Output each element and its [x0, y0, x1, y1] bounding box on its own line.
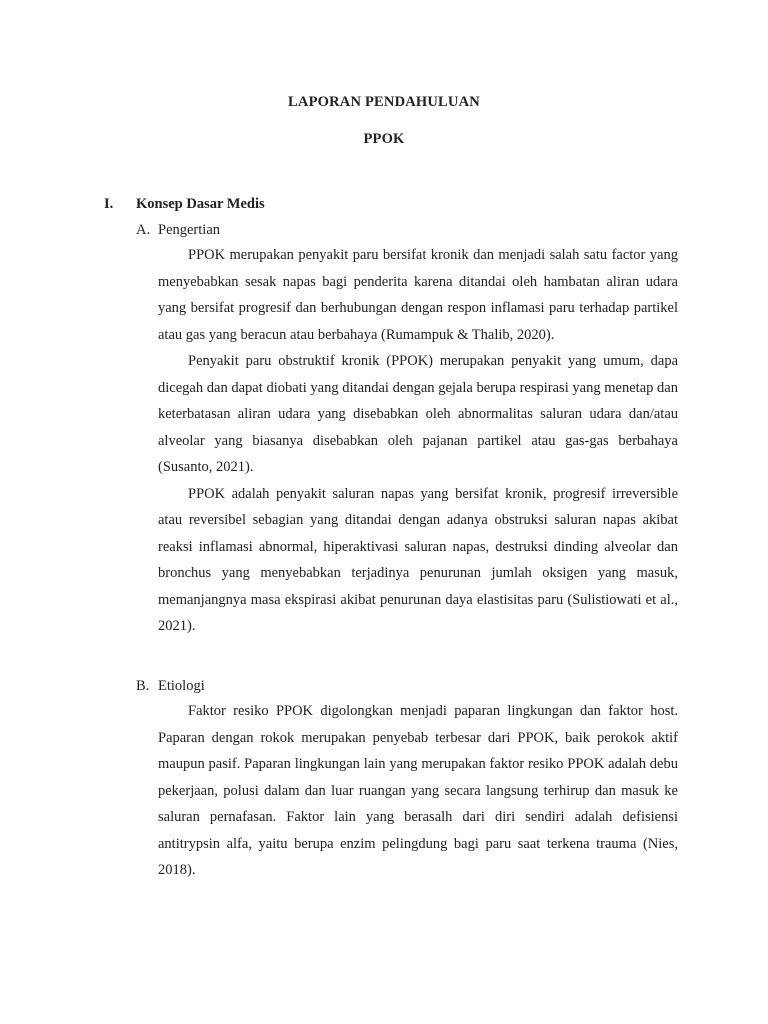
paragraph: Penyakit paru obstruktif kronik (PPOK) merupakan penyakit yang umum, dapa dicegah dan dapat diobati yang ditandai dengan gejala berupa respirasi yang menetap dan keterbatasan aliran udara yang disebabkan oleh abnormalitas saluran udara dan/atau alveolar yang biasanya disebabkan oleh pajanan partikel atau gas-gas berbahaya (Susanto, 2021). [158, 353, 678, 475]
section-heading [104, 194, 265, 214]
subsection-a-letter: A. [136, 222, 151, 238]
paragraph: Faktor resiko PPOK digolongkan menjadi paparan lingkungan dan faktor host. Paparan dengan rokok merupakan penyebab terbesar dari PPOK, baik perokok aktif maupun pasif. Paparan lingkungan lain yang merupakan faktor resiko PPOK adalah debu pekerjaan, polusi dalam dan luar ruangan yang secara langsung terhirup dan masuk ke saluran pernafasan. Faktor lain yang berasalh dari diri sendiri adalah defisiensi antitrypsin alfa, yaitu berupa enzim pelingdung bagi paru saat terkena trauma (Nies, 2018). [158, 703, 678, 878]
paragraph: PPOK adalah penyakit saluran napas yang bersifat kronik, progresif irreversible atau reversibel sebagian yang ditandai dengan adanya obstruksi saluran napas akibat reaksi inflamasi abnormal, hiperaktivasi saluran napas, destruksi dinding alveolar dan bronchus yang menyebabkan terjadinya penurunan jumlah oksigen yang masuk, memanjangnya masa ekspirasi akibat penurunan daya elastisitas paru (Sulistiowati et al., 2021). [158, 485, 678, 634]
subsection-a-body [158, 242, 678, 640]
document-subtitle: PPOK [363, 131, 405, 147]
title-block [0, 92, 768, 149]
document-title: LAPORAN PENDAHULUAN [288, 94, 480, 110]
subsection-b-letter: B. [136, 678, 150, 694]
section-title: Konsep Dasar Medis [136, 196, 265, 212]
paragraph: PPOK merupakan penyakit paru bersifat kronik dan menjadi salah satu factor yang menyebabkan sesak napas bagi penderita karena ditandai oleh hambatan aliran udara yang bersifat progresif dan berhubungan dengan respon inflamasi paru terhadap partikel atau gas yang beracun atau berbahaya (Rumampuk & Thalib, 2020). [158, 247, 678, 343]
subsection-b-body [158, 698, 678, 884]
subsection-b-heading [136, 676, 205, 696]
subsection-a-heading [136, 220, 220, 240]
section-number: I. [104, 196, 114, 212]
subsection-b-title: Etiologi [158, 678, 205, 694]
subsection-a-title: Pengertian [158, 222, 221, 238]
